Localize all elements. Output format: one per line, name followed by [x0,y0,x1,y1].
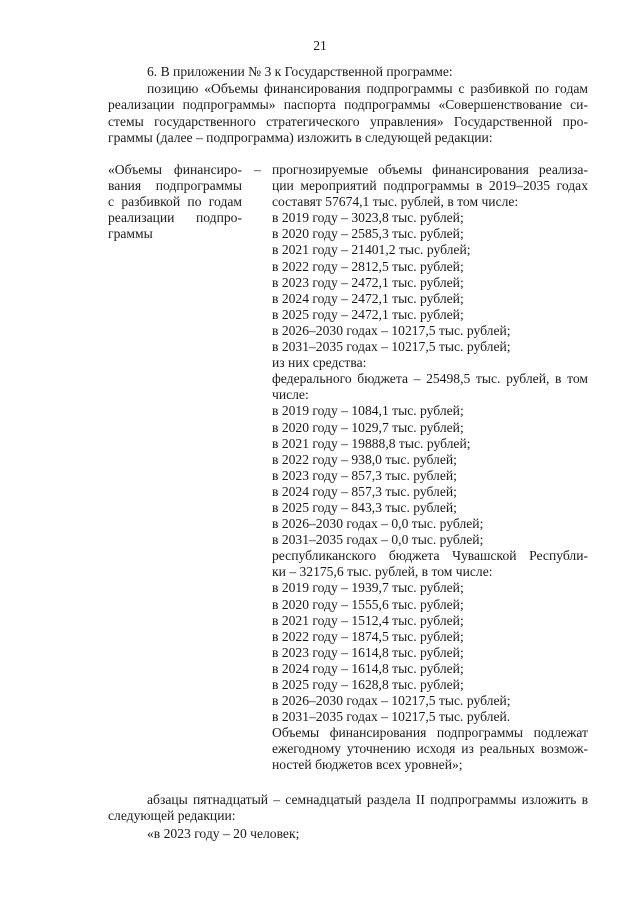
right-cell-line: из них средства: [272,355,367,371]
left-cell-line: вания подпрограммы [108,178,242,194]
right-cell-line: в 2019 году – 1939,7 тыс. рублей; [272,580,464,596]
right-cell-line: в 2021 году – 21401,2 тыс. рублей; [272,242,471,258]
right-cell-line: в 2025 году – 1628,8 тыс. рублей; [272,677,464,692]
right-cell-line: в 2026–2030 годах – 0,0 тыс. рублей; [272,516,484,532]
right-cell-line: ностей бюджетов всех уровней»; [272,757,463,773]
right-cell-line: в 2024 году – 2472,1 тыс. рублей; [272,290,464,306]
right-cell-line: в 2020 году – 2585,3 тыс. рублей; [272,226,464,242]
intro-paragraph-line: позицию «Объемы финансирования подпрограммы с разбивкой по годам [147,81,588,96]
right-cell-line: прогнозируемые объемы финансирования реализа- [272,162,588,177]
intro-item-heading: 6. В приложении № 3 к Государственной программе: [147,64,453,79]
right-cell-line: в 2025 году – 2472,1 тыс. рублей; [272,306,464,322]
right-cell-line: в 2022 году – 938,0 тыс. рублей; [272,451,457,467]
right-cell-line: ции мероприятий подпрограммы в 2019–2035 годах [272,178,588,194]
right-cell-line: в 2022 году – 1874,5 тыс. рублей; [272,628,464,644]
right-cell-line: составят 57674,1 тыс. рублей, в том числе: [272,194,519,210]
right-cell-line: в 2022 году – 2812,5 тыс. рублей; [272,258,464,274]
right-cell-line: в 2026–2030 годах – 10217,5 тыс. рублей; [272,693,511,709]
left-cell-line: реализации подпро- [108,210,242,226]
quote-line: «в 2023 году – 20 человек; [147,826,300,841]
right-cell-line: в 2023 году – 857,3 тыс. рублей; [272,467,457,483]
right-cell-line: ежегодному уточнению исходя из реальных возмож- [272,741,588,757]
right-cell-line: в 2023 году – 2472,1 тыс. рублей; [272,274,464,290]
right-cell-line: в 2024 году – 857,3 тыс. рублей; [272,483,457,499]
right-cell-line: в 2031–2035 годах – 0,0 тыс. рублей; [272,532,484,548]
right-cell-line: в 2020 году – 1555,6 тыс. рублей; [272,596,464,612]
right-cell-line: в 2020 году – 1029,7 тыс. рублей; [272,419,464,435]
right-cell-line: в 2024 году – 1614,8 тыс. рублей; [272,660,464,676]
right-cell-line: числе: [272,387,309,403]
intro-paragraph-line: реализации подпрограммы» паспорта подпрограммы «Совершенствование си- [108,97,588,112]
right-cell-line: в 2026–2030 годах – 10217,5 тыс. рублей; [272,322,511,338]
after-paragraph-line: следующей редакции: [108,808,236,823]
table-dash: – [254,162,261,177]
right-cell-line: Объемы финансирования подпрограммы подлежат [272,725,588,741]
page-number: 21 [313,38,327,53]
right-cell-line: в 2019 году – 3023,8 тыс. рублей; [272,210,464,226]
left-cell-line: с разбивкой по годам [108,194,242,210]
right-cell-line: федерального бюджета – 25498,5 тыс. рублей, в том [272,371,588,387]
right-cell-line: в 2025 году – 843,3 тыс. рублей; [272,499,457,515]
right-cell-line: в 2021 году – 19888,8 тыс. рублей; [272,435,471,451]
right-cell-line: в 2021 году – 1512,4 тыс. рублей; [272,612,464,628]
table-left-cell [108,162,242,242]
right-cell-line: в 2023 году – 1614,8 тыс. рублей; [272,644,464,660]
intro-paragraph-line: стемы государственного стратегического управления» Государственной про- [108,114,588,129]
right-cell-line: республиканского бюджета Чувашской Республи- [272,548,588,564]
table-right-cell [272,162,588,774]
left-cell-line: «Объемы финансиро- [108,162,242,177]
after-paragraph-line: абзацы пятнадцатый – семнадцатый раздела II подпрограммы изложить в [147,792,588,807]
intro-paragraph-line: граммы (далее – подпрограмма) изложить в следующей редакции: [108,130,493,145]
right-cell-line: в 2019 году – 1084,1 тыс. рублей; [272,403,464,419]
right-cell-line: в 2031–2035 годах – 10217,5 тыс. рублей; [272,339,511,355]
right-cell-line: ки – 32175,6 тыс. рублей, в том числе: [272,564,493,580]
left-cell-line: граммы [108,226,153,242]
right-cell-line: в 2031–2035 годах – 10217,5 тыс. рублей. [272,709,511,725]
